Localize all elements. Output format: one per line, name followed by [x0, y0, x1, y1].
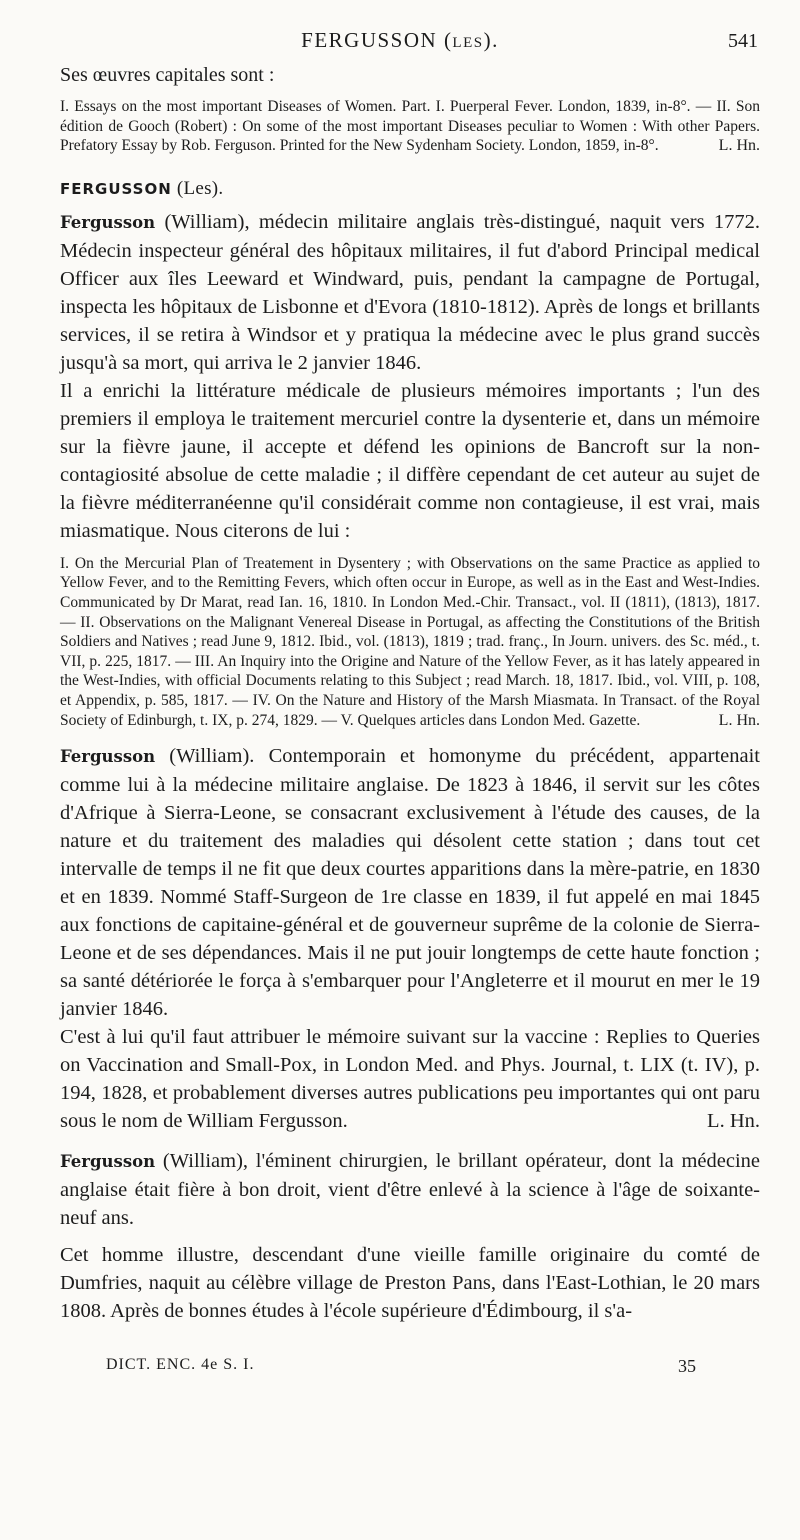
entry-1-paragraph-2: Il a enrichi la littérature médicale de plusieurs mémoires importants ; l'un des premiers il employa le traitement mercuriel contre la dysenterie et, dans un mémoire sur la fièvre jaune, il accepte et défend les opinions de Bancroft sur la non-contagiosité absolue de cette maladie ; il diffère cependant de cet auteur au sujet de la fièvre méditerranéenne qu'il considérait comme non contagieuse, il est vrai, mais miasmatique. Nous citerons de lui : [60, 379, 760, 542]
entry-2-paragraph-2 [60, 1023, 760, 1135]
running-head-subtitle: (les). [443, 28, 499, 52]
works-list-1 [60, 97, 760, 156]
entry-3-paragraph-2: Cet homme illustre, descendant d'une vieille famille originaire du comté de Dumfries, naquit au célèbre village de Preston Pans, dans l'East-Lothian, le 20 mars 1808. Après de bonnes études à l'école supérieure d'Édimbourg, il s'a- [60, 1244, 760, 1323]
entry-2-name: Fergusson [60, 747, 156, 767]
entry-3-paragraph-1 [60, 1147, 760, 1232]
works-list-2 [60, 554, 760, 730]
entry-3-name: Fergusson [60, 1152, 156, 1172]
page-body [60, 62, 760, 1325]
running-head-title: FERGUSSON [301, 28, 438, 52]
entry-1-name: Fergusson [60, 212, 156, 232]
entry-2-text-2: C'est à lui qu'il faut attribuer le mémoire suivant sur la vaccine : Replies to Queries on Vaccination and Small-Pox, in London Med. and Phys. Journal, t. LIX (t. IV), p. 194, 1828, et probablement diverses autres publications peu importantes qui ont paru sous le nom de William Fergusson. [60, 1026, 760, 1133]
entry-1-text-1: (William), médecin militaire anglais très-distingué, naquit vers 1772. Médecin inspecteur général des hôpitaux militaires, il fut d'abord Principal medical Officer aux îles Leeward et Windward, puis, pendant la campagne de Portugal, inspecta les hôpitaux de Lisbonne et d'Evora (1810-1812). Après de longs et brillants services, il se retira à Windsor et y pratiqua la médecine avec le plus grand succès jusqu'à sa mort, qui arriva le 2 janvier 1846. [60, 210, 760, 374]
footer-sheet-number: 35 [678, 1356, 696, 1376]
entry-1-paragraph-1 [60, 208, 760, 377]
footer-signature-mark: DICT. ENC. 4e S. I. [106, 1356, 255, 1373]
signature-3: L. Hn. [707, 1110, 760, 1133]
works-list-2-text: I. On the Mercurial Plan of Treatement in Dysentery ; with Observations on the same Practice as applied to Yellow Fever, and to the Remitting Fevers, which often occur in Europe, as well as in the East and West-Indies. Communicated by Dr Marat, read Ian. 16, 1810. In London Med.-Chir. Transact., vol. II (1811), (1813), 1817. — II. Observations on the Malignant Venereal Disease in Portugal, as affecting the Constitutions of the British Soldiers and Natives ; read June 9, 1812. Ibid., vol. (1813), 1819 ; trad. franç., In Journ. univers. des Sc. méd., t. VII, p. 225, 1817. — III. An Inquiry into the Origine and Nature of the Yellow Fever, as it has lately appeared in the West-Indies, with official Documents relating to this Subject ; read March. 18, 1817. Ibid., vol. VIII, p. 108, et Appendix, p. 585, 1817. — IV. On the Nature and History of the Marsh Miasmata. In Transact. of the Royal Society of Edinburgh, t. IX, p. 274, 1829. — V. Quelques articles dans London Med. Gazette. [60, 554, 760, 729]
entry-2-text-1: (William). Contemporain et homonyme du précédent, appartenait comme lui à la médecine militaire anglaise. De 1823 à 1846, il servit sur les côtes d'Afrique à Sierra-Leone, se consacrant exclusivement à l'étude des causes, de la nature et du traitement des maladies qui désolent cette station ; dans tout cet intervalle de temps il ne fit que deux courtes apparitions dans la mère-patrie, en 1830 et en 1839. Nommé Staff-Surgeon de 1re classe en 1839, il fut appelé en mai 1845 aux fonctions de capitaine-général et de gouverneur suprême de la colonie de Sierra-Leone et de ses dépendances. Mais il ne put jouir longtemps de cette haute fonction ; sa santé détériorée le força à s'embarquer pour l'Angleterre et il mourut en mer le 19 janvier 1846. [60, 745, 760, 1021]
page-header [0, 28, 800, 58]
section-heading-rest: (Les). [176, 177, 224, 199]
intro-line: Ses œuvres capitales sont : [60, 64, 275, 86]
signature-1: L. Hn. [718, 137, 760, 155]
entry-3-text-1: (William), l'éminent chirurgien, le brillant opérateur, dont la médecine anglaise était fière à bon droit, vient d'être enlevé à la science à l'âge de soixante-neuf ans. [60, 1150, 760, 1230]
page-number: 541 [728, 30, 758, 52]
running-head [0, 28, 800, 53]
signature-2: L. Hn. [718, 711, 760, 729]
section-heading-name: FERGUSSON [60, 179, 172, 198]
section-heading [60, 178, 760, 200]
works-list-1-text: I. Essays on the most important Diseases of Women. Part. I. Puerperal Fever. London, 1839, in-8°. — II. Son édition de Gooch (Robert) : On some of the most important Diseases peculiar to Women : With other Papers. Prefatory Essay by Rob. Ferguson. Printed for the New Sydenham Society. London, 1859, in-8°. [60, 98, 760, 155]
entry-2-paragraph-1 [60, 742, 760, 1023]
page-footer [106, 1356, 696, 1384]
